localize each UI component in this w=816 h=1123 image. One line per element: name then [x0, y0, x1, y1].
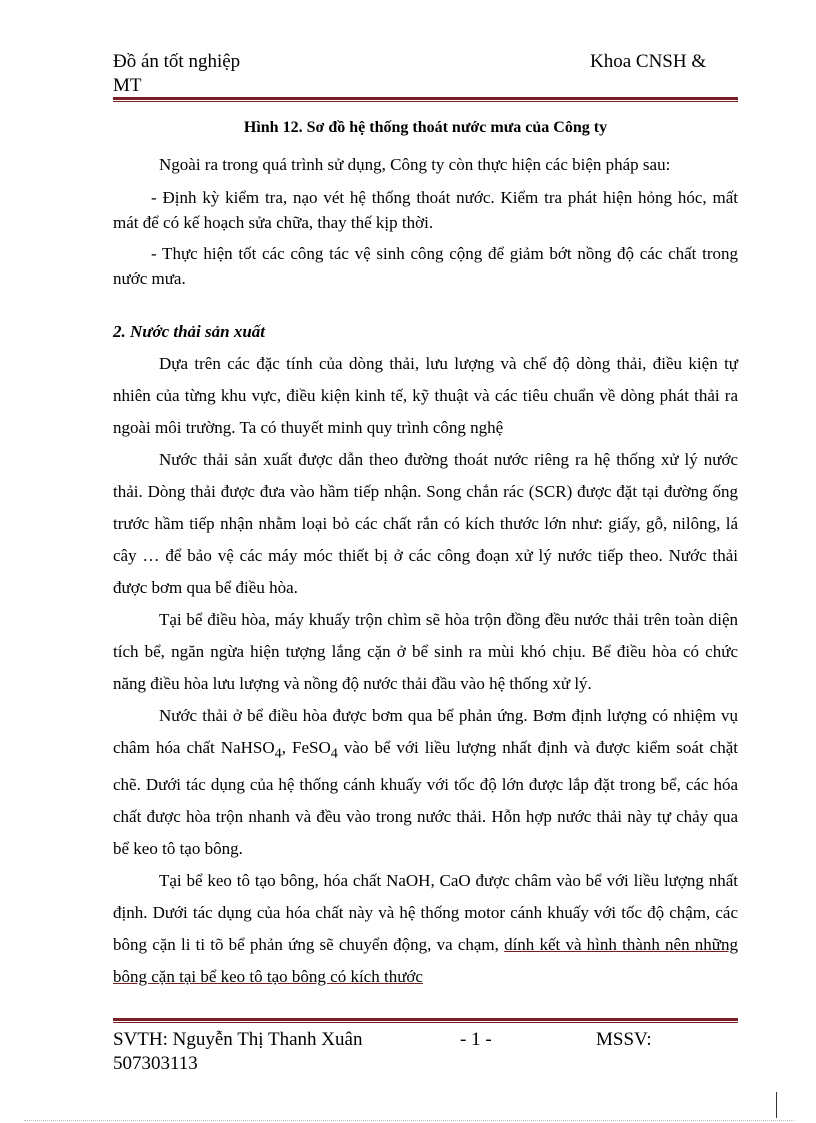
footer-rule	[113, 1018, 738, 1023]
page-bottom-dotted-line	[24, 1120, 794, 1121]
footer-svth: SVTH: Nguyễn Thị Thanh Xuân	[113, 1029, 363, 1050]
paragraph-1: Ngoài ra trong quá trình sử dụng, Công ty còn thực hiện các biện pháp sau:	[159, 155, 671, 174]
paragraph-7: Nước thải ở bể điều hòa được bơm qua bể phản ứng. Bơm định lượng có nhiệm vụ châm hóa chất NaHSO$_4$, FeSO$_4$ vào bể với liều lượng nhất định và được kiểm soát chặt chẽ. Dưới tác dụng của hệ thống cánh khuấy với tốc độ lớn được lắp đặt trong bể, các hóa chất được hòa trộn nhanh và đều vào trong nước thải. Hỗn hợp nước thải này tự chảy qua bể keo tô tạo bông.	[113, 706, 738, 859]
paragraph-4: Dựa trên các đặc tính của dòng thải, lưu lượng và chế độ dòng thải, điều kiện tự nhiên của từng khu vực, điều kiện kinh tế, kỹ thuật và các tiêu chuẩn về dòng phát thải ra ngoài môi trường. Ta có thuyết minh quy trình công nghệ	[113, 354, 738, 437]
header-left-line1: Đồ án tốt nghiệp	[113, 51, 241, 72]
figure-caption: Hình 12. Sơ đồ hệ thống thoát nước mưa của Công ty	[243, 119, 608, 136]
paragraph-3: - Thực hiện tốt các công tác vệ sinh công cộng để giảm bớt nồng độ các chất trong nước mưa.	[113, 244, 738, 288]
header-right: Khoa CNSH &	[590, 51, 707, 72]
paragraph-6: Tại bể điều hòa, máy khuấy trộn chìm sẽ hòa trộn đồng đều nước thải trên toàn diện tích bể, ngăn ngừa hiện tượng lắng cặn ở bể sinh ra mùi khó chịu. Bể điều hòa có chức năng điều hòa lưu lượng và nồng độ nước thải đầu vào hệ thống xử lý.	[113, 610, 738, 693]
paragraph-8: Tại bể keo tô tạo bông, hóa chất NaOH, CaO được châm vào bể với liều lượng nhất định. Dưới tác dụng của hóa chất này và hệ thống motor cánh khuấy với tốc độ chậm, các bông cặn li ti tõ bể phản ứng sẽ chuyển động, va chạm, dính kết và hình thành nên những bông cặn tại bể keo tô tạo bông có kích thước	[113, 871, 738, 987]
body-block-2	[113, 316, 738, 993]
footer-mssv-label: MSSV:	[596, 1029, 652, 1050]
footer-page-number: - 1 -	[460, 1029, 492, 1050]
section-heading: 2. Nước thải sản xuất	[113, 322, 266, 341]
page-corner-mark	[776, 1092, 777, 1118]
paragraph-5: Nước thải sản xuất được dẫn theo đường thoát nước riêng ra hệ thống xử lý nước thải. Dòng thải được đưa vào hầm tiếp nhận. Song chắn rác (SCR) được đặt tại đường ống trước hầm tiếp nhận nhằm loại bỏ các chất rắn có kích thước lớn như: giấy, gỗ, nilông, lá cây … để bảo vệ các máy móc thiết bị ở các công đoạn xử lý nước tiếp theo. Nước thải được bơm qua bể điều hòa.	[113, 450, 738, 597]
header-rule	[113, 97, 738, 102]
footer-mssv-value: 507303113	[113, 1053, 198, 1074]
paragraph-2: - Định kỳ kiểm tra, nạo vét hệ thống thoát nước. Kiểm tra phát hiện hỏng hóc, mất mát để có kế hoạch sửa chữa, thay thế kịp thời.	[113, 188, 738, 232]
header-left-line2: MT	[113, 75, 142, 96]
body-block-1	[113, 152, 738, 291]
